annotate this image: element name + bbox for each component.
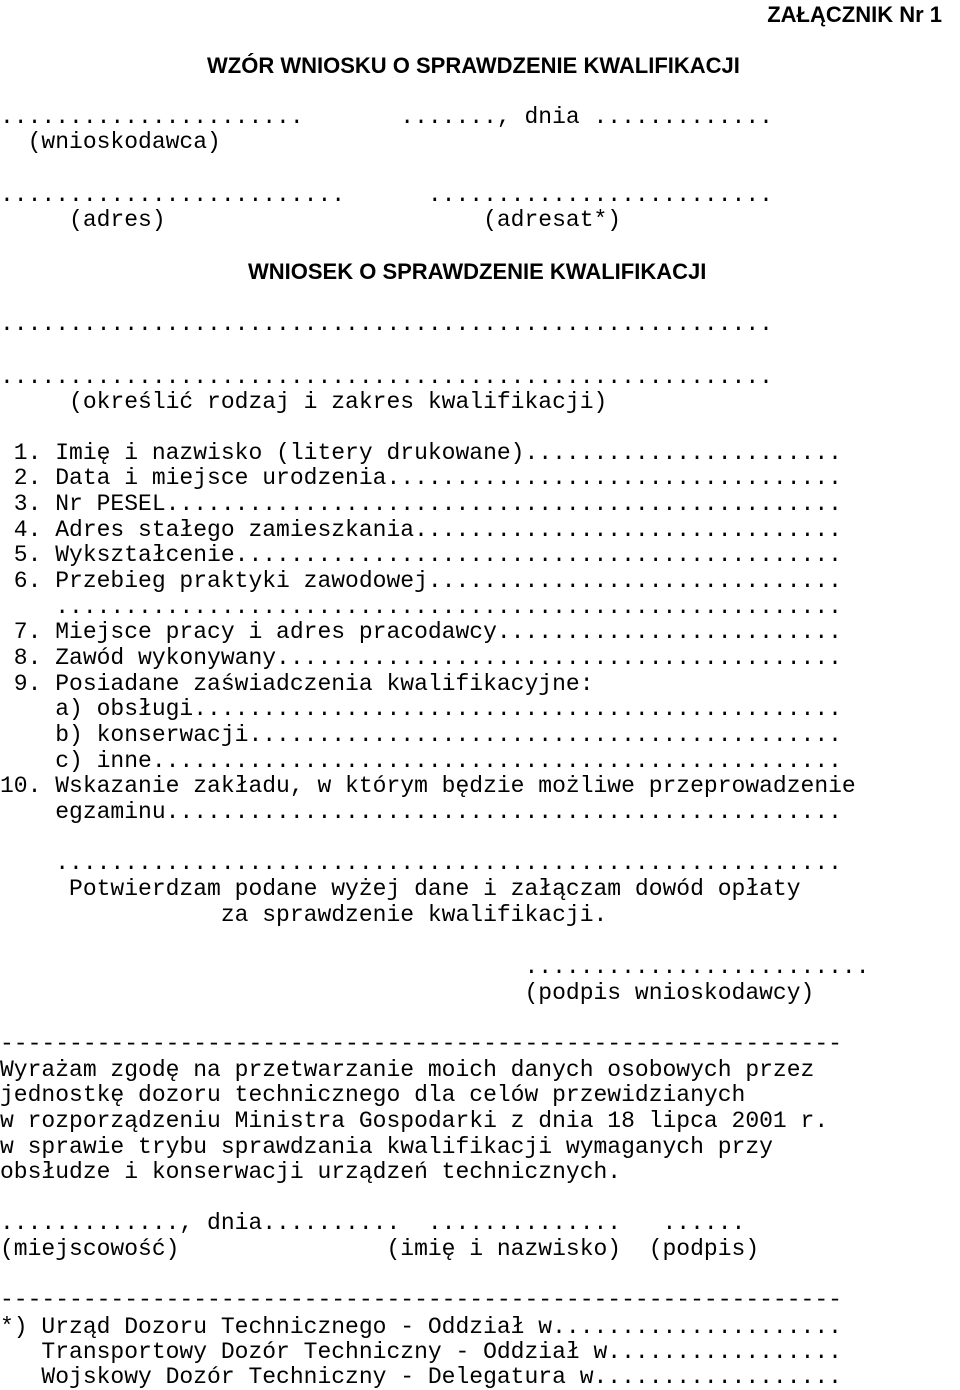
consent-line-4: w sprawie trybu sprawdzania kwalifikacji wymaganych przy [0,1134,773,1160]
consent-line-5: obsłudze i konserwacji urządzeń technicznych. [0,1159,622,1185]
field-residence: 4. Adres stałego zamieszkania............................... [0,517,842,543]
field-certificates: 9. Posiadane zaświadczenia kwalifikacyjne: [0,671,594,697]
field-exam-site-cont2: ......................................................... [0,850,842,876]
field-education: 5. Wykształcenie............................................ [0,542,842,568]
footnote-line-1: *) Urząd Dozoru Technicznego - Oddział w..................... [0,1314,842,1340]
confirm-line-1: Potwierdzam podane wyżej dane i załączam dowód opłaty [0,876,801,902]
confirm-line-2: za sprawdzenie kwalifikacji. [0,902,608,928]
footnote-line-3: Wojskowy Dozór Techniczny - Delegatura w.................. [0,1364,842,1390]
field-workplace: 7. Miejsce pracy i adres pracodawcy......................... [0,619,842,645]
field-exam-site: 10. Wskazanie zakładu, w którym będzie możliwe przeprowadzenie [0,773,856,799]
consent-sign-labels: (miejscowość) (imię i nazwisko) (podpis) [0,1236,760,1262]
consent-line-2: jednostkę dozoru technicznego dla celów przewidzianych [0,1082,746,1108]
consent-line-1: Wyrażam zgodę na przetwarzanie moich danych osobowych przez [0,1057,815,1083]
separator: ------------------------------------------------------------- [0,1287,842,1313]
annex-label: ZAŁĄCZNIK Nr 1 [767,2,942,27]
signature-label: (podpis wnioskodawcy) [0,980,815,1006]
application-title: WNIOSEK O SPRAWDZENIE KWALIFIKACJI [248,259,707,284]
footnote-line-2: Transportowy Dozór Techniczny - Oddział w................. [0,1339,842,1365]
field-name: 1. Imię i nazwisko (litery drukowane)....................... [0,440,842,466]
address-line: ......................... ......................... [0,182,773,208]
date-line: ...................... ......., dnia ............. [0,104,773,130]
scope-label: (określić rodzaj i zakres kwalifikacji) [0,389,608,415]
address-labels: (adres) (adresat*) [0,207,622,233]
consent-line-3: w rozporządzeniu Ministra Gospodarki z dnia 18 lipca 2001 r. [0,1108,829,1134]
applicant-label: (wnioskodawca) [0,129,221,155]
field-cert-other: c) inne.................................................. [0,748,842,774]
separator: ------------------------------------------------------------- [0,1031,842,1057]
scope-line-2: ........................................................ [0,364,773,390]
form-title: WZÓR WNIOSKU O SPRAWDZENIE KWALIFIKACJI [207,53,740,78]
consent-sign-dots: ............., dnia.......... .............. ...... [0,1210,746,1236]
field-cert-operation: a) obsługi............................................... [0,696,842,722]
field-profession: 8. Zawód wykonywany......................................... [0,645,842,671]
field-practice-cont: ......................................................... [0,594,842,620]
scope-line-1: ........................................................ [0,311,773,337]
field-exam-site-cont: egzaminu................................................. [0,799,842,825]
signature-dots: ......................... [0,954,870,980]
field-pesel: 3. Nr PESEL................................................. [0,491,842,517]
field-cert-maintenance: b) konserwacji........................................... [0,722,842,748]
field-practice: 6. Przebieg praktyki zawodowej.............................. [0,568,842,594]
field-birth: 2. Data i miejsce urodzenia................................. [0,465,842,491]
